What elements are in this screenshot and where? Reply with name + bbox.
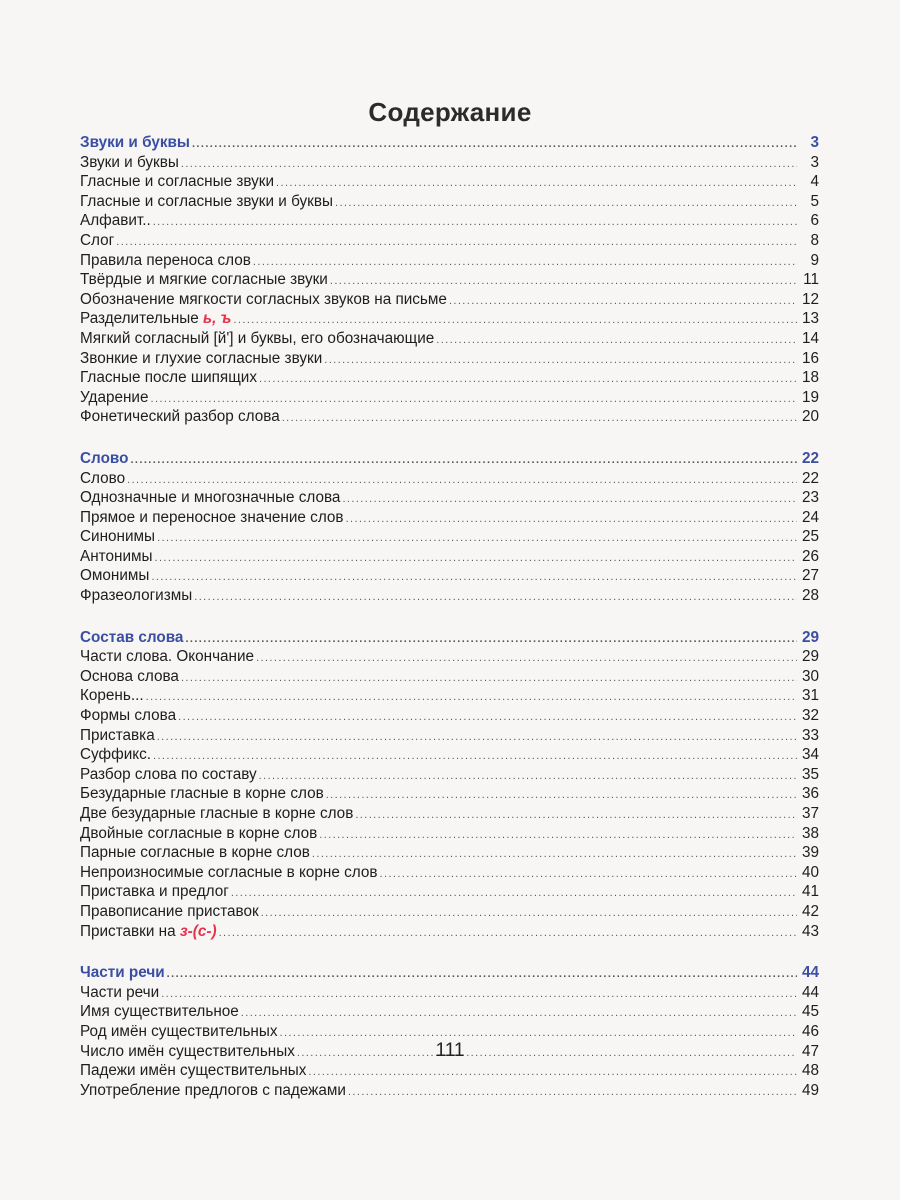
toc-entry[interactable] [80,983,819,1003]
entry-label [80,211,151,231]
entry-label [80,1081,346,1101]
entry-label-text: Слово [80,449,129,467]
entry-page-number: 29 [801,648,819,666]
toc-entry[interactable] [80,469,819,489]
entry-label [80,527,155,547]
entry-label-text: Корень... [80,687,144,705]
entry-label-text: Омонимы [80,567,150,585]
entry-page-number: 29 [801,628,819,646]
entry-page-number: 32 [801,707,819,725]
entry-page-number: 47 [801,1042,819,1060]
toc-entry[interactable] [80,804,819,824]
entry-label-text: Фразеологизмы [80,587,193,605]
entry-label-text: Синонимы [80,528,156,546]
dot-leader [326,786,797,806]
toc-entry[interactable] [80,1002,819,1022]
entry-label [80,566,149,586]
dot-leader [219,924,797,944]
toc-section-heading[interactable] [80,963,819,983]
entry-page-number: 43 [801,922,819,940]
toc-entry[interactable] [80,902,819,922]
entry-label-text: Разделительные [80,310,204,328]
entry-label-text: Гласные после шипящих [80,369,257,387]
dot-leader [259,767,797,787]
toc-entry[interactable] [80,647,819,667]
entry-page-number: 33 [801,726,819,744]
entry-label-text: Безударные гласные в корне слов [80,785,324,803]
entry-label-text: Звонкие и глухие согласные звуки [80,349,323,367]
toc-entry[interactable] [80,824,819,844]
toc-entry[interactable] [80,251,819,271]
dot-leader [167,965,797,985]
entry-page-number: 13 [801,310,819,328]
toc-entry[interactable] [80,192,819,212]
entry-label [80,1022,278,1042]
entry-label [80,667,179,687]
toc-entry[interactable] [80,153,819,173]
entry-label-text: Слог [80,231,115,249]
entry-label [80,843,310,863]
entry-label-text: Мягкий согласный [й'] и буквы, его обозначающие [80,329,435,347]
entry-page-number: 20 [801,408,819,426]
entry-label-text: Парные согласные в корне слов [80,844,310,862]
entry-label-text: Две безударные гласные в корне слов [80,805,354,822]
toc-entry[interactable] [80,1061,819,1081]
entry-label [80,290,447,310]
entry-label [80,745,151,765]
entry-label [80,706,176,726]
toc-entry[interactable] [80,508,819,528]
entry-label [80,172,274,192]
dot-leader [157,529,797,549]
section-heading-label [80,963,165,983]
entry-page-number: 24 [801,508,819,526]
entry-page-number: 35 [801,765,819,783]
entry-page-number: 46 [801,1022,819,1040]
entry-label-text: Основа слова [80,667,179,685]
entry-page-number: 22 [801,449,819,467]
entry-label [80,270,328,290]
entry-label [80,153,179,173]
section-heading-label [80,628,183,648]
dot-leader [380,865,797,885]
toc-entry[interactable] [80,231,819,251]
dot-leader [276,174,797,194]
dot-leader [342,490,797,510]
entry-label-text: Гласные и согласные звуки и буквы [80,192,333,210]
entry-label [80,726,155,746]
entry-label [80,1002,239,1022]
entry-label-text: Твёрдые и мягкие согласные звуки [80,271,328,289]
entry-label-text: Употребление предлогов с падежами [80,1081,346,1099]
entry-label [80,863,378,883]
entry-label [80,765,257,785]
dot-leader [192,135,797,155]
toc-entry[interactable] [80,566,819,586]
entry-label-text: Ударение [80,388,149,406]
entry-page-number: 22 [801,469,819,487]
entry-page-number: 18 [801,369,819,387]
entry-label [80,1061,306,1081]
entry-page-number: 44 [801,964,819,982]
entry-label-text: Звуки и буквы [80,134,190,151]
entry-label [80,469,125,489]
entry-label-text: Звуки и буквы [80,153,179,171]
entry-page-number: 48 [801,1062,819,1080]
entry-label [80,488,340,508]
toc-entry[interactable] [80,686,819,706]
entry-label-text: Части слова. Окончание [80,648,255,666]
entry-label [80,983,159,1003]
entry-label [80,922,217,942]
entry-page-number: 28 [801,587,819,605]
page-number: 111 [435,1040,465,1061]
toc-entry[interactable] [80,784,819,804]
dot-leader [157,728,797,748]
dot-leader [161,985,797,1005]
toc-entry[interactable] [80,488,819,508]
toc-entry[interactable] [80,726,819,746]
table-of-contents [80,133,819,1122]
toc-entry[interactable] [80,290,819,310]
entry-page-number: 44 [801,983,819,1001]
entry-label [80,902,259,922]
dot-leader [335,194,797,214]
entry-label [80,784,324,804]
toc-entry[interactable] [80,1022,819,1042]
entry-label-text: Двойные согласные в корне слов [80,824,318,842]
entry-label-text: Однозначные и многозначные слова [80,489,341,507]
dot-leader [346,510,797,530]
toc-entry[interactable] [80,1081,819,1101]
entry-label-text: Фонетический разбор слова [80,408,280,426]
toc-entry[interactable] [80,527,819,547]
dot-leader [241,1004,797,1024]
toc-entry[interactable] [80,172,819,192]
entry-label-text: Части речи [80,964,165,982]
dot-leader [151,568,797,588]
toc-section [80,133,819,427]
entry-label [80,329,434,349]
entry-label-text: Антонимы [80,547,153,565]
dot-leader [312,845,797,865]
toc-entry[interactable] [80,922,819,942]
entry-page-number: 12 [801,290,819,308]
toc-entry[interactable] [80,547,819,567]
toc-entry[interactable] [80,388,819,408]
entry-page-number: 11 [803,271,819,289]
handwritten-highlight: з-(с-) [179,922,217,940]
toc-entry[interactable] [80,843,819,863]
entry-label-text: Падежи имён существительных [80,1062,307,1080]
entry-label-text: Слово [80,469,126,487]
dot-leader [449,292,797,312]
dot-leader [130,451,797,471]
toc-entry[interactable] [80,329,819,349]
dot-leader [436,331,797,351]
toc-entry[interactable] [80,211,819,231]
entry-label-text: Непроизносимые согласные в корне слов [80,863,378,881]
entry-label [80,547,153,567]
entry-page-number: 37 [801,805,819,822]
page-title: Содержание [368,97,532,127]
entry-page-number: 40 [801,863,819,881]
toc-entry[interactable] [80,586,819,606]
toc-entry[interactable] [80,882,819,902]
toc-entry[interactable] [80,667,819,687]
dot-leader [155,549,798,569]
entry-label-text: Состав слова [80,628,184,646]
entry-page-number: 3 [810,134,819,151]
entry-page-number: 38 [801,824,819,842]
toc-entry[interactable] [80,863,819,883]
entry-page-number: 49 [801,1081,819,1099]
dot-leader [231,884,797,904]
dot-leader [259,370,797,390]
entry-page-number: 45 [801,1003,819,1021]
entry-label-text: Правописание приставок [80,902,259,920]
toc-section [80,449,819,606]
dot-leader [282,409,797,429]
dot-leader [146,688,797,708]
toc-entry[interactable] [80,309,819,329]
entry-page-number: 3 [810,153,819,171]
entry-page-number: 19 [801,388,819,406]
dot-leader [308,1063,797,1083]
entry-label [80,804,353,824]
dot-leader [253,253,797,273]
entry-label [80,368,257,388]
entry-label-text: Алфавит.. [80,212,151,230]
dot-leader [355,806,797,826]
entry-label [80,882,229,902]
entry-label [80,231,114,251]
entry-page-number: 23 [801,489,819,507]
entry-page-number: 34 [801,746,819,764]
entry-label-text: Части речи [80,983,160,1001]
entry-page-number: 42 [801,902,819,920]
entry-page-number: 27 [801,567,819,585]
entry-label [80,349,322,369]
entry-label [80,824,317,844]
entry-label [80,388,148,408]
entry-label-text: Приставка [80,726,155,744]
entry-label [80,586,192,606]
entry-page-number: 16 [801,349,819,367]
entry-label [80,309,231,329]
dot-leader [348,1083,797,1103]
dot-leader [181,669,797,689]
entry-label-text: Разбор слова по составу [80,765,257,783]
entry-label-text: Гласные и согласные звуки [80,173,275,191]
dot-leader [178,708,797,728]
entry-page-number: 30 [801,667,819,685]
entry-page-number: 26 [801,547,819,565]
entry-label [80,647,254,667]
entry-page-number: 36 [801,785,819,803]
toc-entry[interactable] [80,349,819,369]
toc-entry[interactable] [80,407,819,427]
entry-label-text: Прямое и переносное значение слов [80,508,344,526]
toc-section [80,628,819,942]
section-heading-label [80,449,128,469]
dot-leader [185,630,797,650]
entry-label-text: Правила переноса слов [80,251,251,269]
entry-label-text: Суффикс. [80,746,152,764]
entry-label [80,686,144,706]
entry-page-number: 8 [810,231,819,249]
dot-leader [261,904,797,924]
entry-label [80,192,333,212]
toc-entry[interactable] [80,706,819,726]
entry-label-text: Приставки на [80,922,180,940]
entry-label-text: Число имён существительных [80,1042,295,1060]
entry-label-text: Род имён существительных [80,1022,278,1040]
entry-label-text: Формы слова [80,707,177,725]
entry-page-number: 41 [801,883,819,901]
entry-page-number: 39 [801,844,819,862]
entry-page-number: 31 [801,687,819,705]
section-heading-label [80,133,190,153]
dot-leader [319,826,797,846]
dot-leader [194,588,797,608]
dot-leader [153,213,797,233]
entry-page-number: 6 [810,212,819,230]
toc-section-heading[interactable] [80,449,819,469]
entry-label-text: Приставка и предлог [80,883,229,901]
entry-page-number: 5 [810,192,819,210]
handwritten-highlight: ь, ъ [203,310,232,328]
entry-label [80,251,251,271]
toc-entry[interactable] [80,270,819,290]
entry-label-text: Обозначение мягкости согласных звуков на письме [80,290,447,308]
toc-section-heading[interactable] [80,628,819,648]
entry-label [80,508,344,528]
toc-section [80,963,819,1100]
toc-entry[interactable] [80,368,819,388]
entry-label [80,407,280,427]
entry-page-number: 9 [810,251,819,269]
entry-page-number: 4 [810,173,819,191]
toc-entry[interactable] [80,765,819,785]
dot-leader [324,351,797,371]
entry-page-number: 25 [801,528,819,546]
entry-page-number: 14 [801,329,819,347]
toc-section-heading[interactable] [80,133,819,153]
entry-label-text: Имя существительное [80,1003,239,1021]
dot-leader [256,649,797,669]
toc-entry[interactable] [80,745,819,765]
